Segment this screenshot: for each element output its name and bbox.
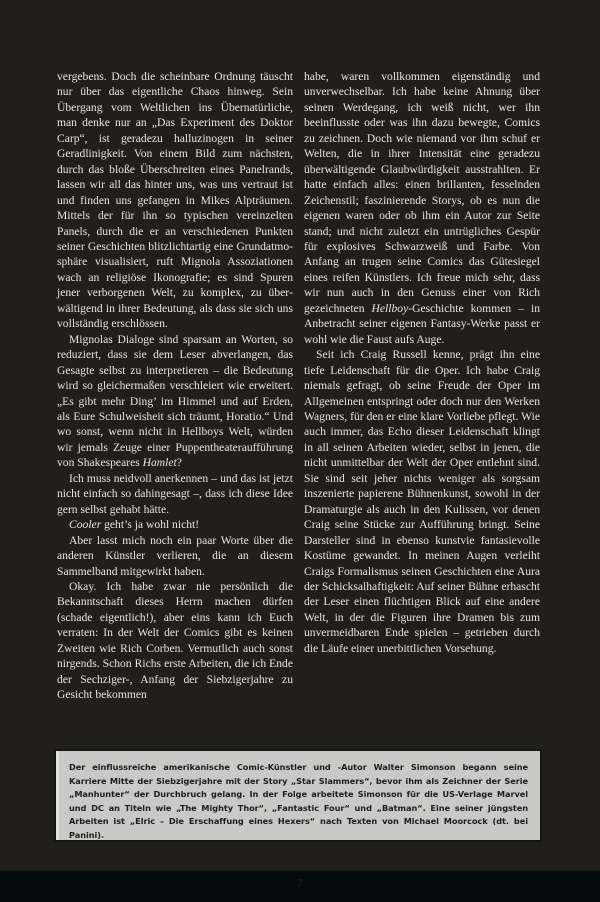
italic-text: Hellboy (371, 301, 409, 315)
author-info-text: Der einflussreiche amerikanische Comic-Künstler und -Autor Walter Simonson begann seine Karriere Mitte der Siebzigerjahre mit der Story „Star Slammers“, bevor ihm als Zeichner der Serie „Manhunter“ der Durchbruch gelang. In der Folge arbeitete Simonson für die US-Verlage Marvel und DC an Titeln wie „The Mighty Thor“, „Fantastic Four“ und „Batman“. Eine seiner jüngsten Arbeiten ist „Elric – Die Erschaffung eines Hexers“ nach Texten von Michael Moorcock (dt. bei Panini). (69, 762, 528, 840)
right-column (304, 69, 540, 703)
paragraph (57, 533, 293, 579)
text-run: Aber lasst mich noch ein paar Worte über die anderen Künstler verlieren, die an diesem Sammelband mitgewirkt haben. (57, 533, 293, 578)
text-run: Mignolas Dialoge sind sparsam an Worten, so reduziert, dass sie dem Leser abverlangen, das Gesagte selbst zu interpretieren – die Bedeutung wird so gleichermaßen verschleiert wie erweitert. „Es gibt mehr Ding’ im Himmel und auf Erden, als Eure Schulweisheit sich träumt, Horatio.“ Und wo sonst, wenn nicht in Hellboys Welt, würden wir jemals Zeuge einer Puppentheateraufführung von Shakespeares (57, 332, 293, 470)
paragraph (57, 517, 293, 532)
italic-text: Cooler (69, 518, 102, 532)
text-columns (57, 69, 540, 703)
text-run: -Geschichte kommen – in Anbetracht seiner eigenen Fantasy-Werke passt er wohl wie die Faust aufs Auge. (304, 301, 540, 346)
text-run: Ich muss neidvoll anerkennen – und das ist jetzt nicht einfach so dahingesagt –, dass ich diese Idee gern selbst gehabt hätte. (57, 471, 293, 516)
italic-text: Hamlet (142, 456, 177, 470)
paragraph (57, 332, 293, 471)
paragraph (57, 579, 293, 703)
paragraph (57, 471, 293, 517)
text-run: habe, waren vollkommen eigenständig und unverwechselbar. Ich habe keine Ahnung über seinen Werdegang, ich weiß nicht, wer ihn beeinflusste oder was ihn dazu bewegte, Comics zu zeichnen. Doch wie niemand vor ihm schuf er Welten, die in ihrer Intensität eine geradezu überwältigende Glaubwürdigkeit ausstrahlten. Er hatte einfach alles: einen brillanten, fesselnden Zeichenstil; faszinierende Storys, ob es nun die eigenen waren oder ob ihm ein Autor zur Seite stand; und nicht zuletzt ein untrügliches Gespür für explosives Schwarzweiß und Farbe. Von Anfang an trugen seine Comics das Gütesiegel eines reifen Künstlers. Ich freue mich sehr, dass wir nun auch in den Genuss einer von Rich gezeichneten (304, 70, 540, 315)
page-number: 7 (297, 876, 303, 890)
paragraph (304, 347, 540, 656)
paragraph (304, 69, 540, 347)
text-run: Okay. Ich habe zwar nie persönlich die Bekanntschaft dieses Herrn machen dürfen (schade eigentlich!), aber eins kann ich Euch verraten: In der Welt der Comics gibt es keinen Zweiten wie Rich Corben. Vermutlich auch sonst nirgends. Schon Richs erste Arbeiten, die ich Ende der Sechziger-, Anfang der Siebzigerjahre zu Gesicht bekommen (57, 579, 293, 702)
text-run: geht’s ja wohl nicht! (101, 518, 200, 532)
left-column (57, 69, 293, 703)
text-run: vergebens. Doch die scheinbare Ordnung täuscht nur über das eigentliche Chaos hinweg. Sein Übergang vom Weltlichen ins Übernatürliche, man denke nur an „Das Experiment des Doktor Carp“, ist geradezu halluzinogen in seiner Geradlinigkeit. Von einem Bild zum nächsten, durch das bloße Überschreiten eines Panelrands, lassen wir all das hinter uns, was uns vertraut ist und finden uns gefangen in Mikes Alpträumen. Mittels der für ihn so typischen vereinzelten Panels, durch die er an verschiedenen Punkten seiner Geschichten blitzlichtartig eine Grundatmosphäre visualisiert, ruft Mignola Assoziationen wach an religiöse Ikonografie; es sind Spuren jener verborgenen Welt, zu komplex, zu überwältigend in ihrer Bedeutung, als dass sie sich uns vollständig erschlössen. (57, 70, 293, 331)
paragraph (57, 69, 293, 332)
page-footer (0, 871, 600, 902)
author-info-box (56, 751, 540, 840)
text-run: ? (176, 456, 182, 470)
text-run: Seit ich Craig Russell kenne, prägt ihn eine tiefe Leidenschaft für die Oper. Ich habe Craig niemals gefragt, ob seine Freude der Oper im Allgemeinen entspringt oder doch nur den Werken Wagners, für den er eine klare Vorliebe pflegt. Wie auch immer, das Echo dieser Leidenschaft klingt in all seinen Arbeiten wieder, selbst in jenen, die nicht unmittelbar der Welt der Oper entlehnt sind. Sie sind seit jeher nichts weniger als sorgsam inszenierte papierene Bühnenkunst, sowohl in der Dramaturgie als auch in den Kulissen, vor denen Craig seine Stücke zur Aufführung bringt. Seine Darsteller sind in ebenso kunstvie fantasievolle Kostüme gewandet. In meinen Augen verleiht Craigs Formalismus seinen Geschichten eine Aura der Schicksalhaftigkeit: Auf seiner Bühne erhascht der Leser einen flüchtigen Blick auf eine andere Welt, in der die Figuren ihre Dramen bis zum unvermeidbaren Ende spielen – getrieben durch die Läufe einer unerbittlichen Vorsehung. (304, 348, 540, 655)
